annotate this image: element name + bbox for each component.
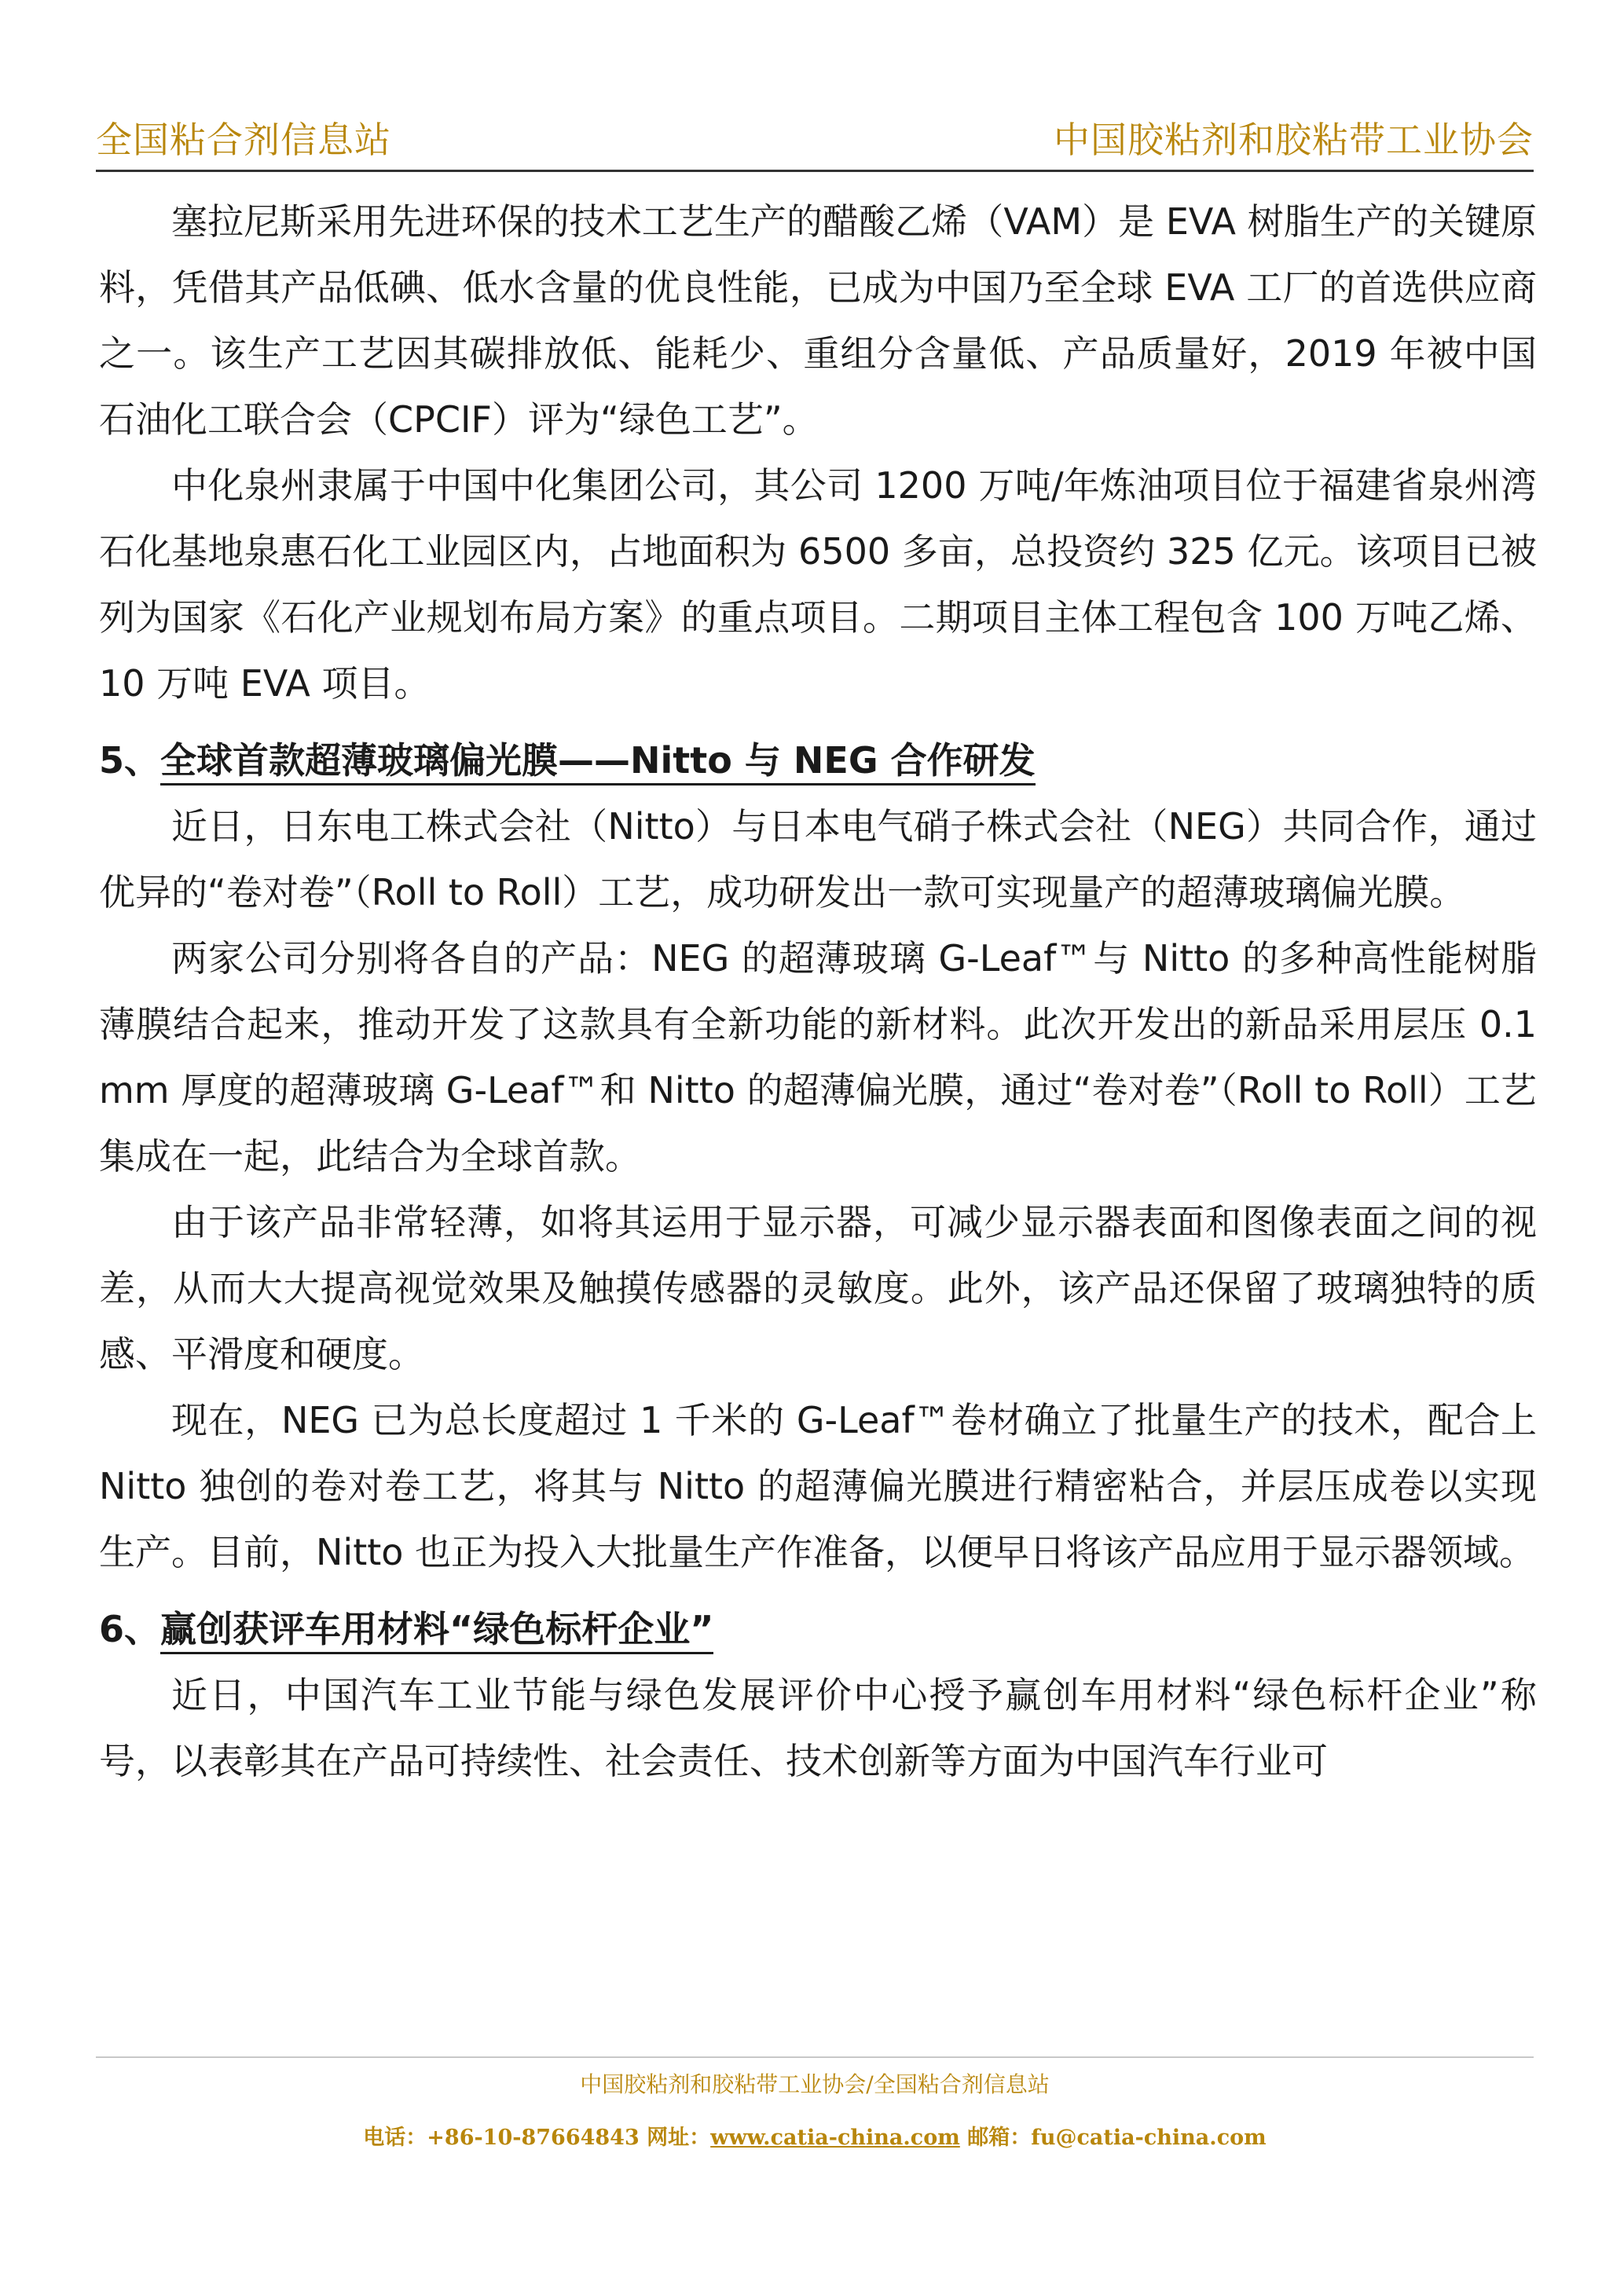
paragraph: 两家公司分别将各自的产品：NEG 的超薄玻璃 G-Leaf™与 Nitto 的多种高性能树脂薄膜结合起来，推动开发了这款具有全新功能的新材料。此次开发出的新品采用层压 0.1 mm 厚度的超薄玻璃 G-Leaf™和 Nitto 的超薄偏光膜，通过“卷对卷”（Roll to Roll）工艺集成在一起，此结合为全球首款。: [99, 937, 1537, 1177]
email-address[interactable]: fu@catia-china.com: [1031, 2126, 1267, 2150]
footer-organization: 中国胶粘剂和胶粘带工业协会/全国粘合剂信息站: [580, 2071, 1050, 2097]
web-label: 网址：: [647, 2126, 711, 2150]
paragraph: 塞拉尼斯采用先进环保的技术工艺生产的醋酸乙烯（VAM）是 EVA 树脂生产的关键原料，凭借其产品低碘、低水含量的优良性能，已成为中国乃至全球 EVA 工厂的首选供应商之一。该生产工艺因其碳排放低、能耗少、重组分含量低、产品质量好，2019 年被中国石油化工联合会（CPCIF）评为“绿色工艺”。: [99, 200, 1537, 441]
website-link[interactable]: www.catia-china.com: [710, 2126, 960, 2150]
email-label: 邮箱：: [967, 2126, 1032, 2150]
section-heading-6: [99, 1596, 1537, 1662]
paragraph: 由于该产品非常轻薄，如将其运用于显示器，可减少显示器表面和图像表面之间的视差，从而大大提高视觉效果及触摸传感器的灵敏度。此外，该产品还保留了玻璃独特的质感、平滑度和硬度。: [99, 1201, 1537, 1375]
section-title: 全球首款超薄玻璃偏光膜——Nitto 与 NEG 合作研发: [160, 739, 1036, 785]
article-content: [99, 189, 1537, 1794]
header-association-name: 中国胶粘剂和胶粘带工业协会: [1054, 119, 1534, 161]
phone-number: +86-10-87664843: [427, 2126, 640, 2150]
paragraph: 近日，中国汽车工业节能与绿色发展评价中心授予赢创车用材料“绿色标杆企业”称号，以表彰其在产品可持续性、社会责任、技术创新等方面为中国汽车行业可: [99, 1674, 1537, 1782]
footer-contact: [96, 2122, 1534, 2154]
phone-label: 电话：: [363, 2126, 427, 2150]
paragraph: 现在，NEG 已为总长度超过 1 千米的 G-Leaf™卷材确立了批量生产的技术，配合上 Nitto 独创的卷对卷工艺，将其与 Nitto 的超薄偏光膜进行精密粘合，并层压成卷以实现生产。目前，Nitto 也正为投入大批量生产作准备，以便早日将该产品应用于显示器领域。: [99, 1399, 1537, 1573]
section-number: 5、: [99, 739, 161, 782]
section-title: 赢创获评车用材料“绿色标杆企业”: [160, 1608, 713, 1654]
page-footer: [96, 2056, 1534, 2154]
section-number: 6、: [99, 1608, 161, 1650]
header-site-name: 全国粘合剂信息站: [96, 119, 391, 161]
page-header: [96, 110, 1534, 172]
section-heading-5: [99, 727, 1537, 793]
paragraph: 中化泉州隶属于中国中化集团公司，其公司 1200 万吨/年炼油项目位于福建省泉州湾石化基地泉惠石化工业园区内，占地面积为 6500 多亩，总投资约 325 亿元。该项目已被列为国家《石化产业规划布局方案》的重点项目。二期项目主体工程包含 100 万吨乙烯、10 万吨 EVA 项目。: [99, 464, 1537, 705]
paragraph: 近日，日东电工株式会社（Nitto）与日本电气硝子株式会社（NEG）共同合作，通过优异的“卷对卷”（Roll to Roll）工艺，成功研发出一款可实现量产的超薄玻璃偏光膜。: [99, 805, 1537, 914]
